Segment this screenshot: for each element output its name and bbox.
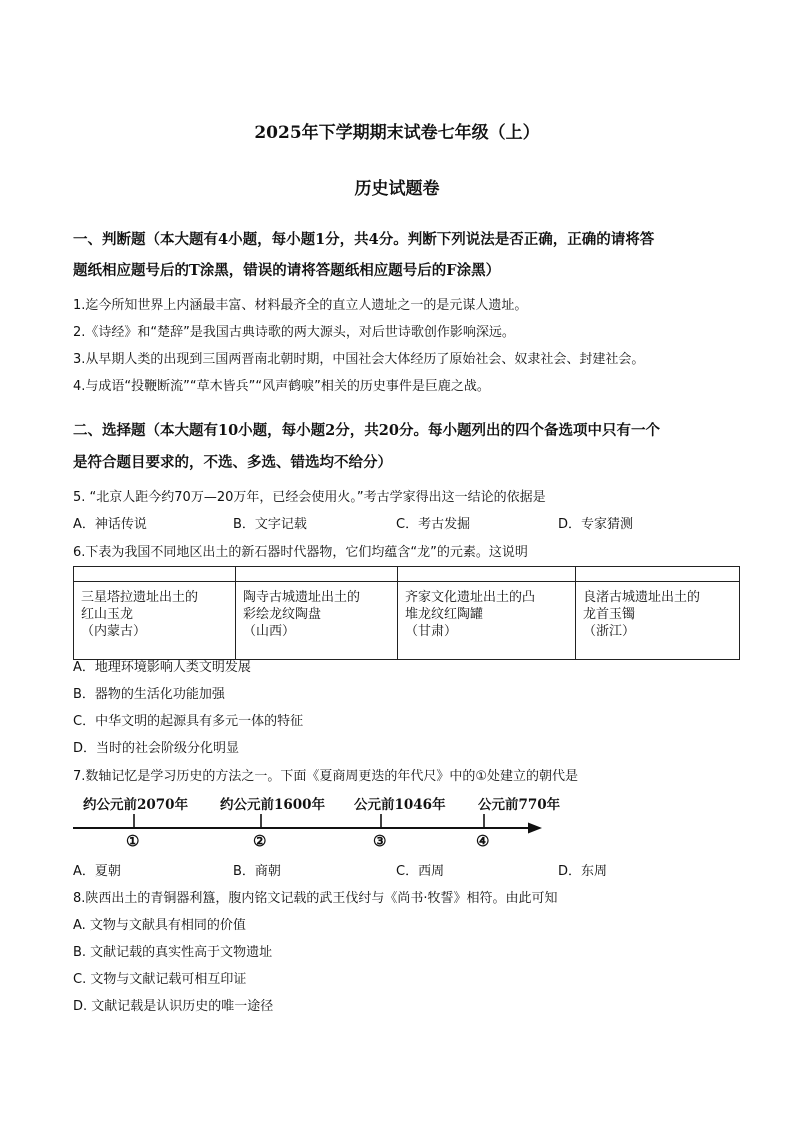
q6-artifact-table <box>73 566 740 660</box>
timeline-label-4: 公元前770年 <box>478 797 561 813</box>
timeline-axis <box>70 810 550 834</box>
timeline-arrow-icon <box>528 823 542 834</box>
q8-stem: 8.陕西出土的青铜器利簋，腹内铭文记载的武王伐纣与《尚书·牧誓》相符。由此可知 <box>73 891 558 906</box>
judgement-item-2: 2.《诗经》和“楚辞”是我国古典诗歌的两大源头，对后世诗歌创作影响深远。 <box>73 325 515 340</box>
timeline-label-1: 约公元前2070年 <box>83 797 189 813</box>
cell-line: 堆龙纹红陶罐 <box>405 607 484 622</box>
table-header-row <box>74 567 740 582</box>
table-cell <box>398 567 576 582</box>
q6-option-a: A．地理环境影响人类文明发展 <box>73 660 251 675</box>
timeline-label-3: 公元前1046年 <box>354 797 446 813</box>
q6-option-d: D．当时的社会阶级分化明显 <box>73 741 240 756</box>
section2-heading-line2: 是符合题目要求的，不选、多选、错选均不给分） <box>73 454 392 471</box>
q6-option-c: C．中华文明的起源具有多元一体的特征 <box>73 714 304 729</box>
judgement-item-1: 1.迄今所知世界上内涵最丰富、材料最齐全的直立人遗址之一的是元谋人遗址。 <box>73 298 528 313</box>
timeline-marker-4: ④ <box>476 832 490 850</box>
timeline-marker-1: ① <box>126 832 140 850</box>
cell-line: （甘肃） <box>405 624 458 639</box>
q5-option-b: B．文字记载 <box>233 517 307 532</box>
section2-heading-line1: 二、选择题（本大题有10小题，每小题2分，共20分。每小题列出的四个备选项中只有一个 <box>73 422 660 439</box>
section1-heading-line1: 一、判断题（本大题有4小题，每小题1分，共4分。判断下列说法是否正确，正确的请将答 <box>73 231 655 248</box>
cell-line: 彩绘龙纹陶盘 <box>243 607 322 622</box>
q5-option-d: D．专家猜测 <box>558 517 634 532</box>
timeline-label-2: 约公元前1600年 <box>220 797 326 813</box>
q8-option-a: A. 文物与文献具有相同的价值 <box>73 918 246 933</box>
cell-line: 红山玉龙 <box>81 607 134 622</box>
q5-stem: 5. “北京人距今约70万—20万年，已经会使用火。”考古学家得出这一结论的依据是 <box>73 490 546 505</box>
timeline-marker-2: ② <box>253 832 267 850</box>
cell-line: 良渚古城遗址出土的 <box>583 590 701 605</box>
cell-line: （浙江） <box>583 624 636 639</box>
judgement-item-4: 4.与成语“投鞭断流”“草木皆兵”“风声鹤唳”相关的历史事件是巨鹿之战。 <box>73 379 490 394</box>
table-cell <box>576 582 740 660</box>
table-cell <box>74 582 236 660</box>
q8-option-d: D. 文献记载是认识历史的唯一途径 <box>73 999 274 1014</box>
table-cell <box>236 567 398 582</box>
q7-option-a: A．夏朝 <box>73 864 121 879</box>
q6-stem: 6.下表为我国不同地区出土的新石器时代器物，它们均蕴含“龙”的元素。这说明 <box>73 545 528 560</box>
cell-line: 三星塔拉遗址出土的 <box>81 590 199 605</box>
q8-option-c: C. 文物与文献记载可相互印证 <box>73 972 247 987</box>
table-cell <box>236 582 398 660</box>
q7-option-c: C．西周 <box>396 864 445 879</box>
cell-line: （山西） <box>243 624 296 639</box>
cell-line: 龙首玉镯 <box>583 607 636 622</box>
table-cell <box>398 582 576 660</box>
table-cell <box>576 567 740 582</box>
page-subtitle: 历史试题卷 <box>354 179 440 199</box>
q8-option-b: B. 文献记载的真实性高于文物遗址 <box>73 945 273 960</box>
section1-heading-line2: 题纸相应题号后的T涂黑，错误的请将答题纸相应题号后的F涂黑） <box>73 262 501 279</box>
cell-line: 齐家文化遗址出土的凸 <box>405 590 536 605</box>
judgement-item-3: 3.从早期人类的出现到三国两晋南北朝时期，中国社会大体经历了原始社会、奴隶社会、封建社会。 <box>73 352 645 367</box>
q7-option-b: B．商朝 <box>233 864 281 879</box>
table-row <box>74 582 740 660</box>
q7-stem: 7.数轴记忆是学习历史的方法之一。下面《夏商周更迭的年代尺》中的①处建立的朝代是 <box>73 769 579 784</box>
cell-line: （内蒙古） <box>81 624 147 639</box>
q5-option-c: C．考古发掘 <box>396 517 471 532</box>
q5-option-a: A．神话传说 <box>73 517 147 532</box>
q6-option-b: B．器物的生活化功能加强 <box>73 687 225 702</box>
q7-option-d: D．东周 <box>558 864 608 879</box>
timeline-marker-3: ③ <box>373 832 387 850</box>
cell-line: 陶寺古城遗址出土的 <box>243 590 361 605</box>
page-title: 2025年下学期期末试卷七年级（上） <box>254 123 540 143</box>
table-cell <box>74 567 236 582</box>
